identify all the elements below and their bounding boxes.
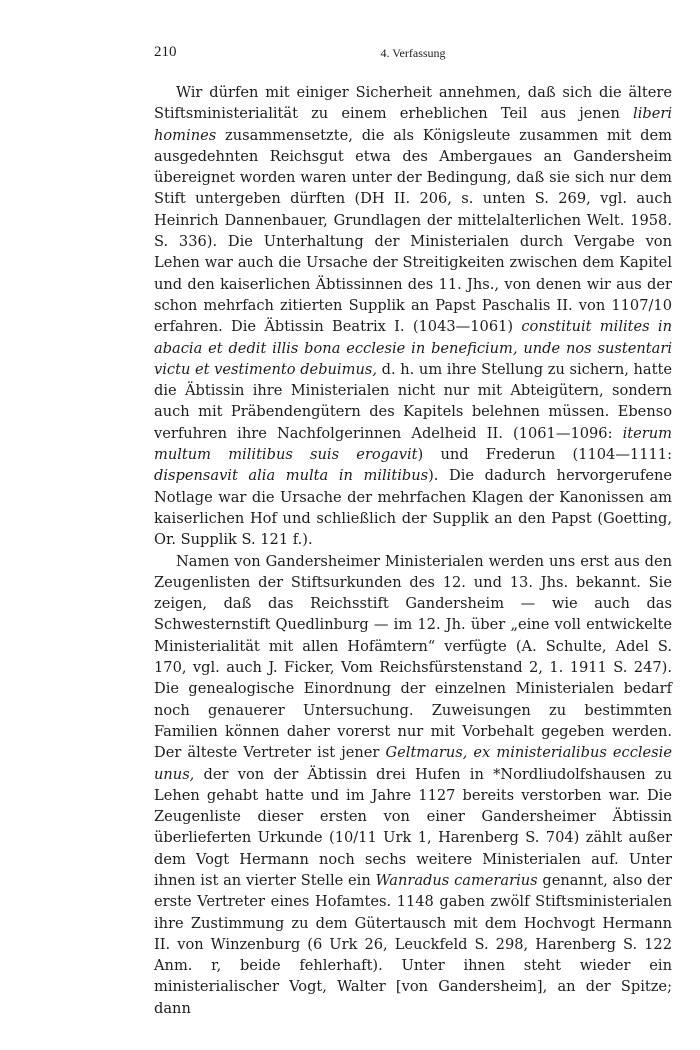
body-text [154, 82, 672, 1019]
page-number: 210 [154, 44, 177, 60]
text-run: Wir dürfen mit einiger Sicherheit annehmen, daß sich die ältere Stiftsministerialität zu einem erheblichen Teil aus jenen [154, 84, 672, 123]
text-run: ). Die dadurch hervorgerufene Notlage war die Ursache der mehrfachen Klagen der Kanonissen am kaiserlichen Hof und schließlich der Supplik an den Papst (Goetting, Or. Supplik S. 121 f.). [154, 467, 672, 549]
italic-quotation: Wanradus camerarius [375, 871, 538, 889]
paragraph [154, 551, 672, 1020]
italic-quotation: constituit milites in abacia et dedit illis bona ecclesie in beneficium, unde nos sustentari victu et vestimento debuimus, [154, 318, 672, 378]
paragraph [154, 82, 672, 551]
text-run: genannt, also der erste Vertreter eines Hofamtes. 1148 gaben zwölf Stiftsministerialen ihre Zustimmung zu dem Gütertausch mit dem Hochvogt Hermann II. von Winzenburg (6 Urk 26, Leuckfeld S. 298, Harenberg S. 122 Anm. r, beide fehlerhaft). Unter ihnen steht wieder ein ministerialischer Vogt, Walter [von Gandersheim], an der Spitze; dann [154, 871, 672, 1017]
italic-quotation: iterum multum militibus suis erogavit [154, 424, 672, 464]
page-header [154, 40, 672, 70]
running-head: 4. Verfassung [380, 46, 446, 60]
text-run: zusammensetzte, die als Königsleute zusammen mit dem ausgedehnten Reichsgut etwa des Ambergaues an Gandersheim übereignet worden waren unter der Bedingung, daß sie sich nur dem Stift untergeben dürften (DH II. 206, s. unten S. 269, vgl. auch Heinrich Dannenbauer, Grundlagen der mittelalterlichen Welt. 1958. S. 336). Die Unterhaltung der Ministerialen durch Vergabe von Lehen war auch die Ursache der Streitigkeiten zwischen dem Kapitel und den kaiserlichen Äbtissinnen des 11. Jhs., von denen wir aus der schon mehrfach zitierten Supplik an Papst Paschalis II. von 1107/10 erfahren. Die Äbtissin Beatrix I. (1043—1061) [154, 126, 672, 336]
italic-quotation: Geltmarus, ex ministerialibus ecclesie unus, [154, 744, 672, 783]
book-page [154, 40, 672, 1019]
italic-quotation: liberi homines [154, 105, 672, 144]
text-run: d. h. um ihre Stellung zu sichern, hatte die Äbtissin ihre Ministerialen nicht nur mit Abteigütern, sondern auch mit Präbendengütern des Kapitels belehnen müssen. Ebenso verfuhren ihre Nachfolgerinnen Adelheid II. (1061—1096: [154, 360, 672, 442]
text-run: der von der Äbtissin drei Hufen in *Nordliudolfshausen zu Lehen gehabt hatte und im Jahre 1127 bereits verstorben war. Die Zeugenliste dieser ersten von einer Gandersheimer Äbtissin überlieferten Urkunde (10/11 Urk 1, Harenberg S. 704) zählt außer dem Vogt Hermann noch sechs weitere Ministerialen auf. Unter ihnen ist an vierter Stelle ein [154, 765, 672, 889]
text-run: ) und Frederun (1104—1111: [417, 446, 672, 464]
text-run: Namen von Gandersheimer Ministerialen werden uns erst aus den Zeugenlisten der Stiftsurkunden des 12. und 13. Jhs. bekannt. Sie zeigen, daß das Reichsstift Gandersheim — wie auch das Schwesternstift Quedlinburg — im 12. Jh. über „eine voll entwickelte Ministerialität mit allen Hofämtern“ verfügte (A. Schulte, Adel S. 170, vgl. auch J. Ficker, Vom Reichsfürstenstand 2, 1. 1911 S. 247). Die genealogische Einordnung der einzelnen Ministerialen bedarf noch genauerer Untersuchung. Zuweisungen zu bestimmten Familien können daher vorerst nur mit Vorbehalt gegeben werden. Der älteste Vertreter ist jener [154, 552, 672, 762]
italic-quotation: dispensavit alia multa in militibus [154, 467, 429, 485]
